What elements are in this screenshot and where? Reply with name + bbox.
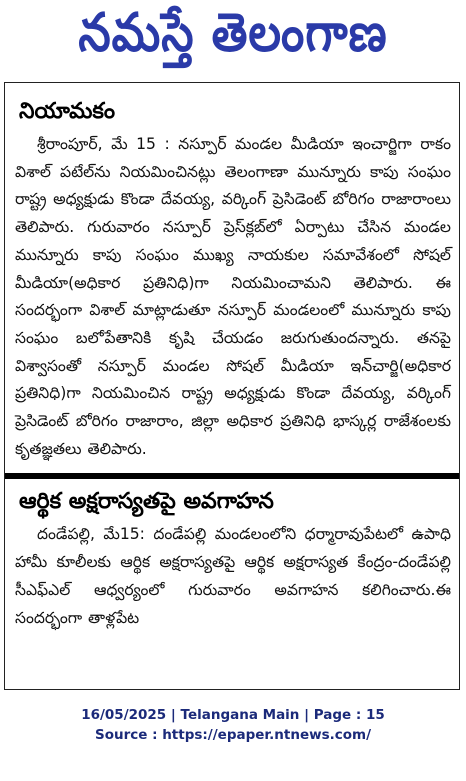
article-headline: ఆర్థిక అక్షరాస్యతపై అవగాహన — [19, 489, 274, 515]
article-headline: నియామకం — [19, 99, 116, 124]
article-divider — [5, 473, 459, 479]
footer-source: Source : https://epaper.ntnews.com/ — [94, 727, 372, 743]
article-body: శ్రీరాంపూర్, మే 15 : నస్పూర్ మండల మీడియా ఇంచార్జిగా రాకం విశాల్ పటేల్‌ను నియమించినట్లు తెలంగాణా మున్నూరు కాపు సంఘం రాష్ట్ర అధ్యక్షుడు కొండా దేవయ్య, వర్కింగ్ ప్రెసిడెంట్ బోరిగం రాజారాంలు తెలిపారు. గురువారం నస్పూర్ ప్రెస్‌క్లబ్‌లో ఏర్పాటు చేసిన మండల మున్నూరు కాపు సంఘం ముఖ్య నాయకుల సమావేశంలో సోషల్ మీడియా(అధికార ప్రతినిధి)గా నియమించామని తెలిపారు. ఈ సందర్భంగా విశాల్ మాట్లాడుతూ నస్పూర్ మండలంలో మున్నూరు కాపు సంఘం బలోపేతానికి కృషి చేయడం జరుగుతుందన్నారు. తనపై విశ్వాసంతో నస్పూర్ మండల సోషల్ మీడియా ఇన్‌చార్జి(అధికార ప్రతినిధి)గా నియమించిన రాష్ట్ర అధ్యక్షుడు కొండా దేవయ్య, వర్కింగ్ ప్రెసిడెంట్ బోరిగం రాజారాం, జిల్లా అధికార ప్రతినిధి భాస్కర్ల రాజేశంలకు కృతజ్ఞతలు తెలిపారు. — [15, 135, 451, 458]
article-appointment — [5, 97, 459, 463]
masthead-title: నమస్తే తెలంగాణ — [78, 1, 388, 64]
footer — [0, 705, 466, 745]
article-body: దండేపల్లి, మే15: దండేపల్లి మండలంలోని ధర్మారావుపేటలో ఉపాధి హామీ కూలీలకు ఆర్థిక అక్షరాస్యతపై ఆర్థిక అక్షరాస్యత కేంద్రం-దండేపల్లి సీఎఫ్ఎల్ ఆధ్వర్యంలో గురువారం అవగాహన కలిగించారు.ఈ సందర్భంగా తాళ్లపేట — [15, 525, 451, 627]
article-financial-literacy — [5, 487, 459, 632]
news-clipping — [4, 82, 460, 690]
footer-date-page: 16/05/2025 | Telangana Main | Page : 15 — [81, 707, 385, 723]
masthead — [0, 0, 466, 78]
